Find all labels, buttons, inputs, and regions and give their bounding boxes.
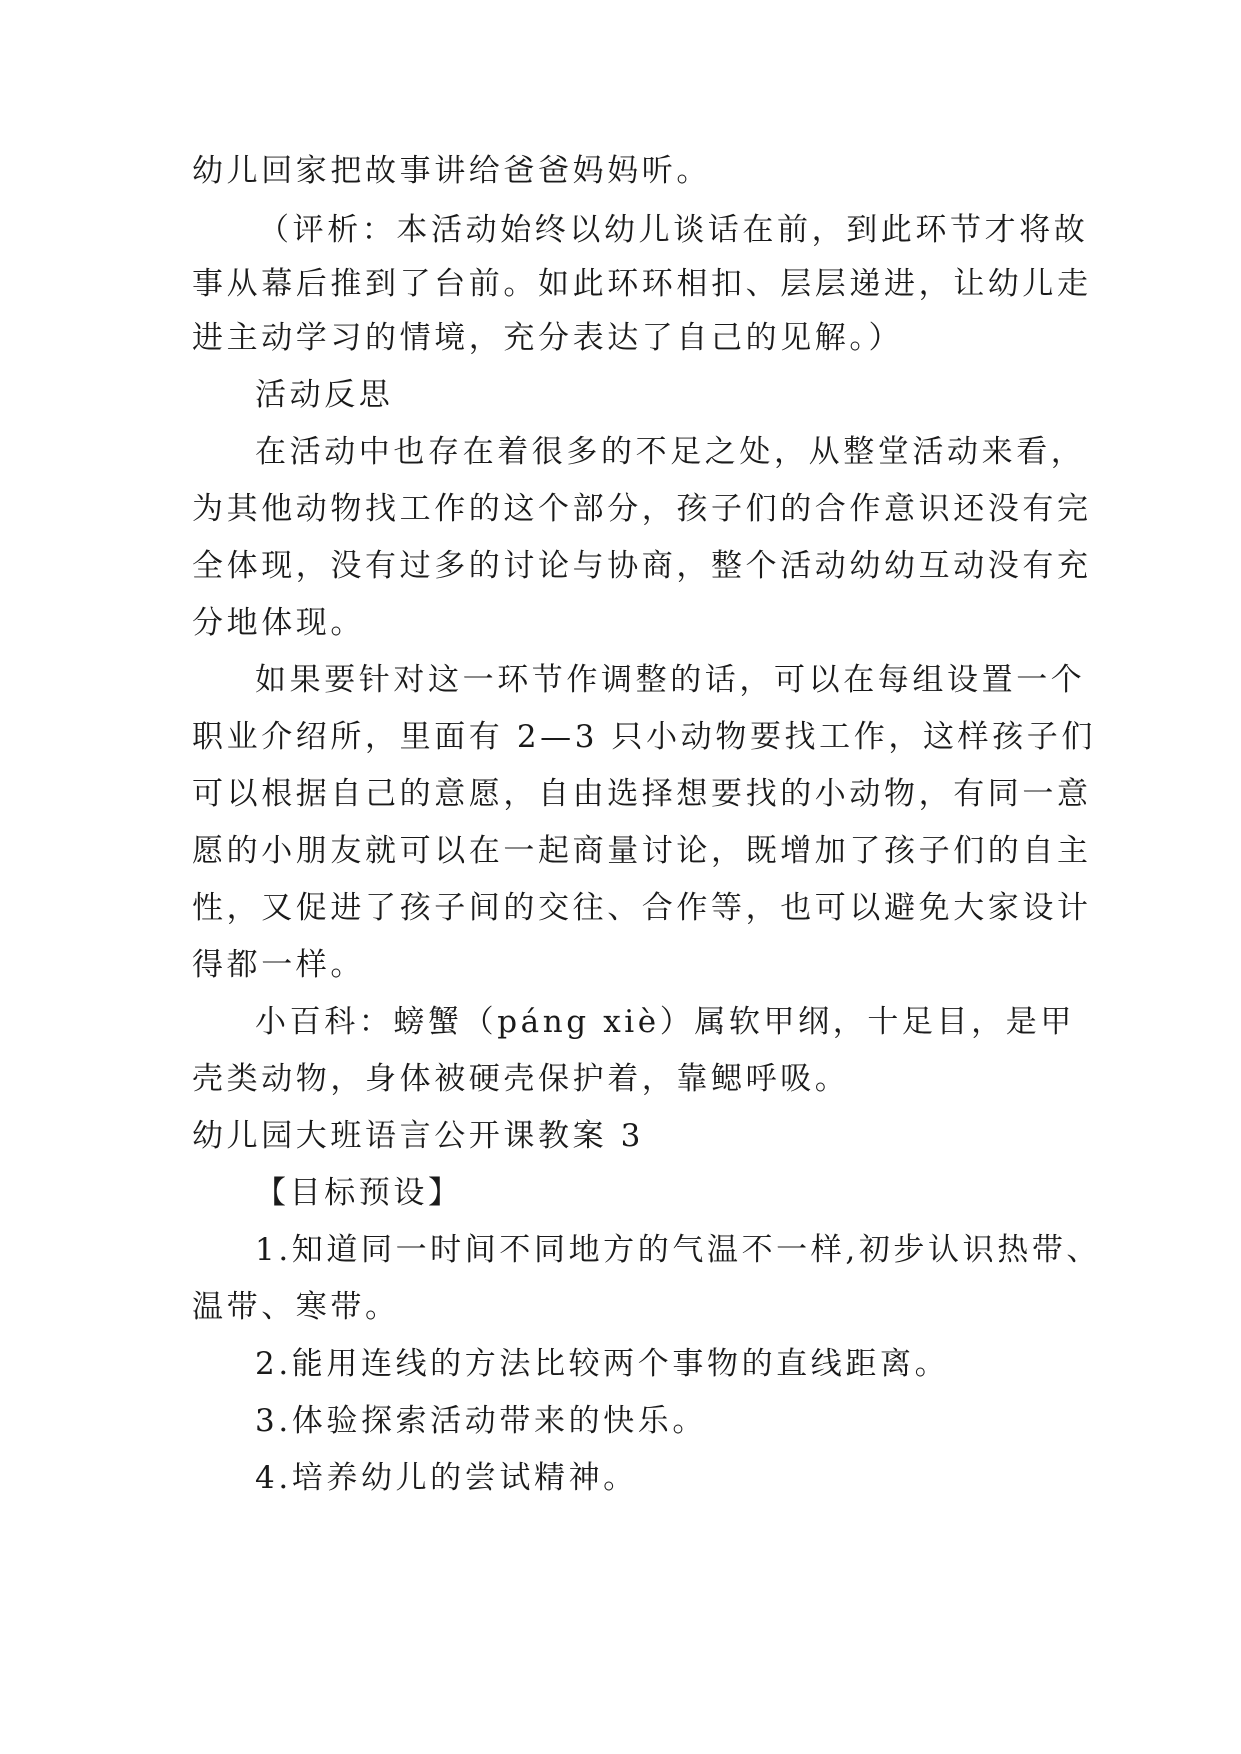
paragraph-line: 为其他动物找工作的这个部分，孩子们的合作意识还没有完 [192,491,1092,527]
paragraph-line: 性，又促进了孩子间的交往、合作等，也可以避免大家设计 [192,890,1092,926]
paragraph-line: 分地体现。 [192,605,365,641]
document-title: 幼儿园大班语言公开课教案 3 [192,1118,644,1154]
list-item: 2.能用连线的方法比较两个事物的直线距离。 [255,1346,950,1382]
paragraph-line: 可以根据自己的意愿，自由选择想要找的小动物，有同一意 [192,776,1092,812]
paragraph-line: 事从幕后推到了台前。如此环环相扣、层层递进，让幼儿走 [192,266,1092,302]
list-item: 4.培养幼儿的尝试精神。 [255,1460,638,1496]
section-heading: 活动反思 [255,377,394,413]
list-item: 1.知道同一时间不同地方的气温不一样,初步认识热带、 [255,1232,1102,1268]
paragraph-line: 职业介绍所，里面有 2—3 只小动物要找工作，这样孩子们 [192,719,1096,755]
paragraph-line: 得都一样。 [192,947,365,983]
section-heading: 【目标预设】 [255,1175,463,1211]
paragraph-line: 如果要针对这一环节作调整的话，可以在每组设置一个 [255,662,1086,698]
list-item-continuation: 温带、寒带。 [192,1289,400,1325]
paragraph-line: 在活动中也存在着很多的不足之处，从整堂活动来看， [255,434,1086,470]
paragraph-line: 全体现，没有过多的讨论与协商，整个活动幼幼互动没有充 [192,548,1092,584]
paragraph-line: （评析：本活动始终以幼儿谈话在前，到此环节才将故 [258,212,1089,248]
paragraph-line: 进主动学习的情境，充分表达了自己的见解。） [192,320,904,356]
paragraph-line: 壳类动物，身体被硬壳保护着，靠鳃呼吸。 [192,1061,850,1097]
paragraph-line: 小百科：螃蟹（páng xiè）属软甲纲，十足目，是甲 [255,1004,1075,1040]
paragraph-line: 愿的小朋友就可以在一起商量讨论，既增加了孩子们的自主 [192,833,1092,869]
list-item: 3.体验探索活动带来的快乐。 [255,1403,707,1439]
paragraph-line: 幼儿回家把故事讲给爸爸妈妈听。 [192,153,711,189]
